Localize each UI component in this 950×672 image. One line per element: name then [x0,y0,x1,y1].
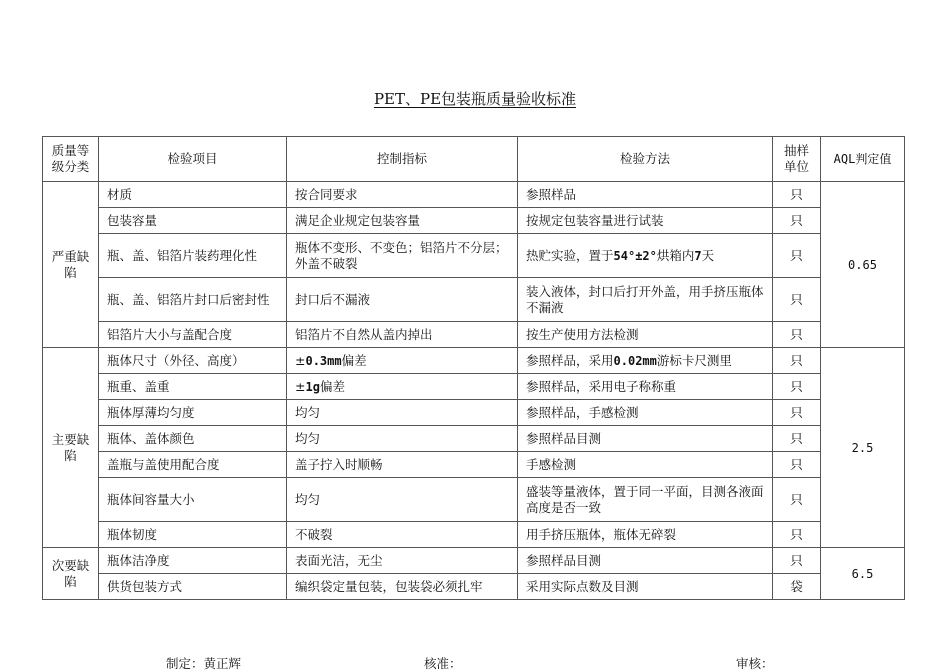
footer-checked-by: 核准： [424,656,462,671]
aql-minor: 6.5 [821,548,905,600]
indicator-cell: 按合同要求 [287,182,518,208]
method-cell: 参照样品，手感检测 [518,400,773,426]
unit-cell: 只 [773,522,821,548]
aql-critical: 0.65 [821,182,905,348]
method-number: 7 [694,248,702,263]
indicator-text: 偏差 [319,378,345,394]
header-aql: AQL判定值 [821,137,905,182]
unit-cell: 只 [773,400,821,426]
grade-major: 主要缺陷 [43,348,99,548]
header-item: 检验项目 [99,137,287,182]
indicator-cell: 均匀 [287,426,518,452]
header-indicator: 控制指标 [287,137,518,182]
item-cell: 瓶体韧度 [99,522,287,548]
unit-cell: 只 [773,322,821,348]
item-cell: 铝箔片大小与盖配合度 [99,322,287,348]
unit-cell: 只 [773,278,821,322]
item-cell: 瓶体、盖体颜色 [99,426,287,452]
indicator-code: 1g [305,379,320,394]
indicator-cell [287,348,518,374]
indicator-cell: 编织袋定量包装，包装袋必须扎牢 [287,574,518,600]
method-cell: 盛装等量液体，置于同一平面，目测各液面高度是否一致 [518,478,773,522]
indicator-text: ± [295,352,306,368]
indicator-cell: 均匀 [287,400,518,426]
table-row [43,208,905,234]
table-row [43,400,905,426]
method-cell: 按规定包装容量进行试装 [518,208,773,234]
method-cell: 用手挤压瓶体，瓶体无碎裂 [518,522,773,548]
indicator-cell: 不破裂 [287,522,518,548]
item-cell: 盖瓶与盖使用配合度 [99,452,287,478]
table-row [43,574,905,600]
unit-cell: 只 [773,426,821,452]
footer-made-by: 制定：黄正辉 [166,656,242,671]
method-cell: 采用实际点数及目测 [518,574,773,600]
method-cell: 手感检测 [518,452,773,478]
method-text: 天 [701,247,715,263]
table-row [43,348,905,374]
indicator-cell: 满足企业规定包装容量 [287,208,518,234]
method-cell: 参照样品，采用电子称称重 [518,374,773,400]
indicator-code: 0.3mm [305,353,342,368]
table-row [43,426,905,452]
indicator-cell [287,374,518,400]
item-cell: 瓶体厚薄均匀度 [99,400,287,426]
item-cell: 瓶、盖、铝箔片封口后密封性 [99,278,287,322]
method-text: 参照样品，采用 [526,352,614,368]
item-cell: 供货包装方式 [99,574,287,600]
unit-cell: 只 [773,478,821,522]
indicator-cell: 表面光洁，无尘 [287,548,518,574]
header-grade: 质量等级分类 [43,137,99,182]
method-cell: 按生产使用方法检测 [518,322,773,348]
table-header-row [43,137,905,182]
table-row [43,182,905,208]
method-cell: 参照样品目测 [518,548,773,574]
unit-cell: 只 [773,182,821,208]
table-row [43,234,905,278]
method-cell: 参照样品 [518,182,773,208]
header-method: 检验方法 [518,137,773,182]
indicator-cell: 铝箔片不自然从盖内掉出 [287,322,518,348]
item-cell: 瓶、盖、铝箔片装药理化性 [99,234,287,278]
item-cell: 瓶体尺寸（外径、高度） [99,348,287,374]
method-text: 热贮实验，置于 [526,247,614,263]
indicator-cell: 均匀 [287,478,518,522]
table-row [43,548,905,574]
table-row [43,322,905,348]
item-cell: 瓶体间容量大小 [99,478,287,522]
indicator-cell: 盖子拧入时顺畅 [287,452,518,478]
aql-major: 2.5 [821,348,905,548]
unit-cell: 只 [773,452,821,478]
quality-standard-table [42,136,905,600]
document-title: PET、PE包装瓶质量验收标准 [373,90,577,108]
table-row [43,522,905,548]
unit-cell: 只 [773,234,821,278]
item-cell: 瓶重、盖重 [99,374,287,400]
method-cell [518,234,773,278]
unit-cell: 袋 [773,574,821,600]
indicator-text: 偏差 [341,352,367,368]
method-code: 54°±2° [613,248,657,263]
method-text: 烘箱内 [656,247,695,263]
grade-critical: 严重缺陷 [43,182,99,348]
unit-cell: 只 [773,348,821,374]
table-row [43,374,905,400]
method-text: 游标卡尺测里 [656,352,732,368]
item-cell: 瓶体洁净度 [99,548,287,574]
unit-cell: 只 [773,208,821,234]
grade-minor: 次要缺陷 [43,548,99,600]
method-cell [518,348,773,374]
indicator-cell: 瓶体不变形、不变色；铝箔片不分层；外盖不破裂 [287,234,518,278]
item-cell: 材质 [99,182,287,208]
method-code: 0.02mm [613,353,657,368]
unit-cell: 只 [773,548,821,574]
method-cell: 装入液体，封口后打开外盖，用手挤压瓶体不漏液 [518,278,773,322]
table-row [43,478,905,522]
table-row [43,452,905,478]
footer-reviewed-by: 审核： [736,656,774,671]
item-cell: 包装容量 [99,208,287,234]
method-cell: 参照样品目测 [518,426,773,452]
unit-cell: 只 [773,374,821,400]
indicator-cell: 封口后不漏液 [287,278,518,322]
table-row [43,278,905,322]
indicator-text: ± [295,378,306,394]
header-unit: 抽样单位 [773,137,821,182]
